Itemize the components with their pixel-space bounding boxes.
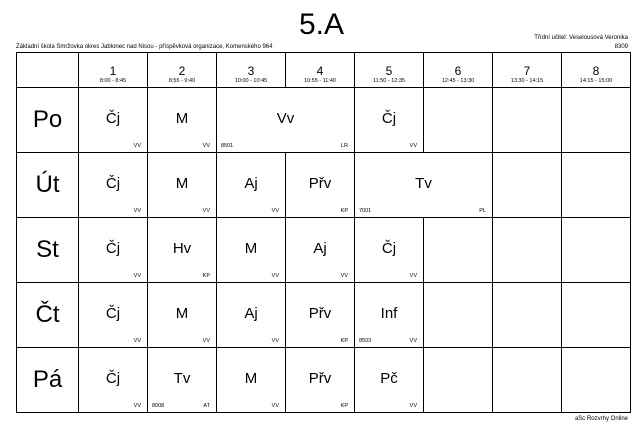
lesson-subject: M xyxy=(175,110,189,127)
lesson-teacher: AT xyxy=(203,403,210,409)
period-number: 8 xyxy=(592,64,600,78)
period-number: 6 xyxy=(454,64,462,78)
lesson-subject: Čj xyxy=(105,240,121,257)
lesson-teacher: KP xyxy=(340,338,348,344)
class-room: 8309 xyxy=(614,44,628,50)
lesson-teacher: LR xyxy=(340,143,348,149)
lesson-cell xyxy=(79,153,148,218)
period-number: 4 xyxy=(316,64,324,78)
lesson-subject: M xyxy=(244,240,258,257)
lesson-subject: Čj xyxy=(105,370,121,387)
period-time: 8:55 - 9:40 xyxy=(168,78,196,84)
lesson-teacher: VV xyxy=(271,208,279,214)
lesson-teacher: VV xyxy=(409,273,417,279)
lesson-subject: Pč xyxy=(380,370,398,387)
day-row xyxy=(17,153,631,218)
lesson-teacher: VV xyxy=(409,143,417,149)
lesson-room: 8501 xyxy=(221,143,234,149)
timetable xyxy=(16,52,631,413)
lesson-teacher: PL xyxy=(479,208,486,214)
lesson-subject: Přv xyxy=(308,175,332,192)
footer-credit: aSc Rozvrhy Online xyxy=(574,416,628,422)
lesson-cell xyxy=(424,283,493,348)
lesson-room: 8503 xyxy=(359,338,372,344)
lesson-teacher: VV xyxy=(133,143,141,149)
period-number: 2 xyxy=(178,64,186,78)
lesson-cell xyxy=(424,348,493,413)
lesson-cell xyxy=(148,218,217,283)
lesson-room: 7001 xyxy=(359,208,372,214)
lesson-teacher: VV xyxy=(133,403,141,409)
period-header xyxy=(286,53,355,88)
lesson-subject: Vv xyxy=(276,110,295,127)
lesson-cell xyxy=(217,218,286,283)
period-header xyxy=(355,53,424,88)
lesson-cell xyxy=(148,283,217,348)
class-title: 5.A xyxy=(298,8,345,41)
lesson-cell xyxy=(286,348,355,413)
lesson-subject: M xyxy=(175,305,189,322)
lesson-cell xyxy=(217,153,286,218)
lesson-teacher: VV xyxy=(409,338,417,344)
lesson-subject: Aj xyxy=(244,175,258,192)
lesson-teacher: VV xyxy=(202,143,210,149)
period-number: 1 xyxy=(109,64,117,78)
lesson-subject: Přv xyxy=(308,305,332,322)
lesson-subject: Čj xyxy=(381,110,397,127)
lesson-cell xyxy=(355,348,424,413)
day-row xyxy=(17,218,631,283)
school-name: Základní škola Smržovka okres Jablonec nad Nisou - příspěvková organizace, Komenského 964 xyxy=(16,44,273,50)
lesson-subject: Tv xyxy=(173,370,191,387)
lesson-teacher: VV xyxy=(202,208,210,214)
day-row xyxy=(17,283,631,348)
period-time: 12:45 - 13:30 xyxy=(441,78,475,84)
day-label: Po xyxy=(17,88,79,153)
lesson-subject: Čj xyxy=(105,175,121,192)
lesson-cell xyxy=(493,153,562,218)
lesson-teacher: KP xyxy=(340,208,348,214)
day-label: Čt xyxy=(17,283,79,348)
lesson-teacher: VV xyxy=(340,273,348,279)
lesson-cell xyxy=(286,153,355,218)
lesson-teacher: VV xyxy=(271,403,279,409)
lesson-teacher: VV xyxy=(409,403,417,409)
lesson-cell xyxy=(562,283,631,348)
lesson-cell xyxy=(562,348,631,413)
lesson-teacher: VV xyxy=(202,338,210,344)
lesson-cell xyxy=(493,218,562,283)
lesson-cell xyxy=(148,348,217,413)
lesson-teacher: VV xyxy=(133,208,141,214)
lesson-teacher: KP xyxy=(202,273,210,279)
lesson-teacher: VV xyxy=(133,273,141,279)
period-header xyxy=(424,53,493,88)
day-label: Út xyxy=(17,153,79,218)
day-label: St xyxy=(17,218,79,283)
period-header xyxy=(562,53,631,88)
day-row xyxy=(17,348,631,413)
lesson-teacher: VV xyxy=(133,338,141,344)
lesson-cell xyxy=(355,283,424,348)
lesson-cell xyxy=(562,88,631,153)
lesson-cell xyxy=(79,348,148,413)
lesson-cell xyxy=(217,88,355,153)
lesson-cell xyxy=(148,88,217,153)
lesson-cell xyxy=(355,218,424,283)
lesson-cell xyxy=(355,88,424,153)
period-time: 10:55 - 11:40 xyxy=(303,78,336,84)
period-number: 7 xyxy=(523,64,531,78)
period-time: 8:00 - 8:45 xyxy=(99,78,127,84)
lesson-teacher: VV xyxy=(271,273,279,279)
lesson-subject: Čj xyxy=(105,305,121,322)
class-teacher: Třídní učitel: Veselousová Veronika xyxy=(534,35,628,41)
lesson-subject: Hv xyxy=(172,240,192,257)
lesson-subject: M xyxy=(175,175,189,192)
lesson-cell xyxy=(79,283,148,348)
lesson-subject: Aj xyxy=(244,305,258,322)
period-number: 3 xyxy=(247,64,255,78)
lesson-cell xyxy=(493,88,562,153)
period-time: 14:15 - 15:00 xyxy=(579,78,613,84)
lesson-teacher: VV xyxy=(271,338,279,344)
day-label: Pá xyxy=(17,348,79,413)
lesson-cell xyxy=(493,283,562,348)
period-number: 5 xyxy=(385,64,393,78)
lesson-subject: Aj xyxy=(313,240,327,257)
lesson-subject: Přv xyxy=(308,370,332,387)
lesson-subject: M xyxy=(244,370,258,387)
lesson-cell xyxy=(217,348,286,413)
period-time: 10:00 - 10:45 xyxy=(234,78,268,84)
lesson-teacher: KP xyxy=(340,403,348,409)
lesson-subject: Tv xyxy=(415,175,432,192)
corner-cell xyxy=(17,53,79,88)
lesson-cell xyxy=(562,218,631,283)
lesson-cell xyxy=(355,153,493,218)
period-header-row xyxy=(17,53,631,88)
lesson-room: 8008 xyxy=(152,403,165,409)
lesson-subject: Čj xyxy=(381,240,397,257)
lesson-subject: Inf xyxy=(380,305,398,322)
lesson-cell xyxy=(424,88,493,153)
period-time: 13:30 - 14:15 xyxy=(510,78,544,84)
period-time: 11:50 - 12:35 xyxy=(372,78,405,84)
lesson-cell xyxy=(286,283,355,348)
period-header xyxy=(79,53,148,88)
lesson-subject: Čj xyxy=(105,110,121,127)
period-header xyxy=(148,53,217,88)
lesson-cell xyxy=(562,153,631,218)
lesson-cell xyxy=(217,283,286,348)
period-header xyxy=(217,53,286,88)
lesson-cell xyxy=(79,218,148,283)
lesson-cell xyxy=(424,218,493,283)
lesson-cell xyxy=(148,153,217,218)
period-header xyxy=(493,53,562,88)
lesson-cell xyxy=(493,348,562,413)
lesson-cell xyxy=(286,218,355,283)
lesson-cell xyxy=(79,88,148,153)
day-row xyxy=(17,88,631,153)
